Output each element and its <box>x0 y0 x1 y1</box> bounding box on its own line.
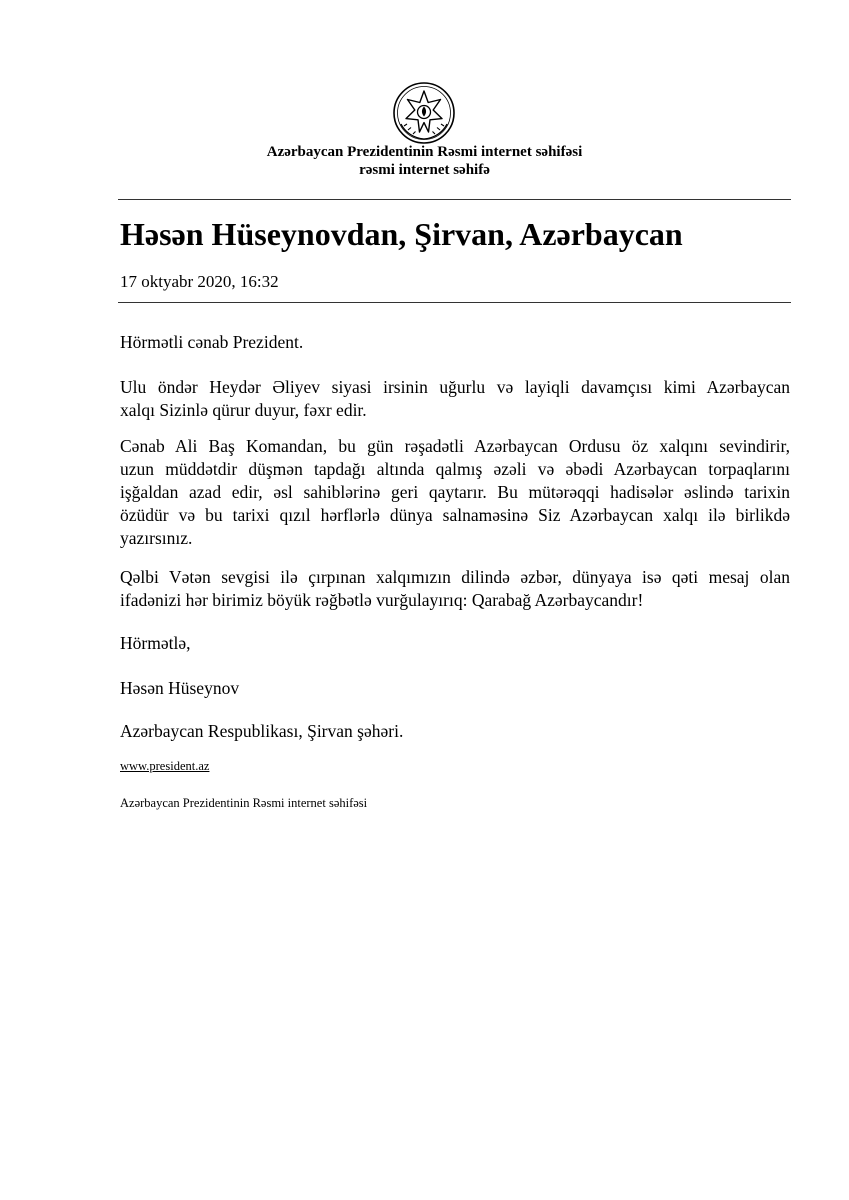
paragraph-3-line: Qəlbi Vətən sevgisi ilə çırpınan xalqımızın dilində əzbər, dünyaya isə qəti mesaj olan <box>120 567 790 587</box>
paragraph-2-line: özüdür və bu tarixi qızıl hərflərlə dünya salnaməsinə Siz Azərbaycan xalqı ilə birlikdə <box>120 505 790 525</box>
author-location: Azərbaycan Respublikası, Şirvan şəhəri. <box>120 721 404 741</box>
title-divider <box>118 302 791 303</box>
paragraph-3-line: ifadənizi hər birimiz böyük rəğbətlə vurğulayırıq: Qarabağ Azərbaycandır! <box>120 590 644 610</box>
site-subtitle: rəsmi internet səhifə <box>359 162 490 178</box>
paragraph-2-line: işğaldan azad edir, əsl sahiblərinə geri qaytarır. Bu mütərəqqi hadisələr əslində tarixin <box>120 482 790 502</box>
footer-site-name: Azərbaycan Prezidentinin Rəsmi internet səhifəsi <box>120 796 368 810</box>
president-site-link[interactable]: www.president.az <box>120 759 210 773</box>
paragraph-1-line: xalqı Sizinlə qürur duyur, fəxr edir. <box>120 400 367 420</box>
paragraph-1 <box>120 376 790 422</box>
paragraph-2-line: uzun müddətdir düşmən tapdağı altında qalmış əzəli və əbədi Azərbaycan torpaqlarını <box>120 459 790 479</box>
paragraph-2-line: yazırsınız. <box>120 528 193 548</box>
article-date: 17 oktyabr 2020, 16:32 <box>120 272 279 291</box>
paragraph-3 <box>120 566 790 612</box>
paragraph-2 <box>120 435 790 550</box>
state-emblem-icon <box>391 80 457 146</box>
header-divider <box>118 199 791 200</box>
closing-regards: Hörmətlə, <box>120 633 191 653</box>
paragraph-1-line: Ulu öndər Heydər Əliyev siyasi irsinin uğurlu və layiqli davamçısı kimi Azərbaycan <box>120 377 790 397</box>
salutation: Hörmətli cənab Prezident. <box>120 332 304 352</box>
article-title: Həsən Hüseynovdan, Şirvan, Azərbaycan <box>120 216 683 252</box>
site-name-heading: Azərbaycan Prezidentinin Rəsmi internet səhifəsi <box>266 144 583 160</box>
paragraph-2-line: Cənab Ali Baş Komandan, bu gün rəşadətli Azərbaycan Ordusu öz xalqını sevindirir, <box>120 436 790 456</box>
author-name: Həsən Hüseynov <box>120 678 240 698</box>
